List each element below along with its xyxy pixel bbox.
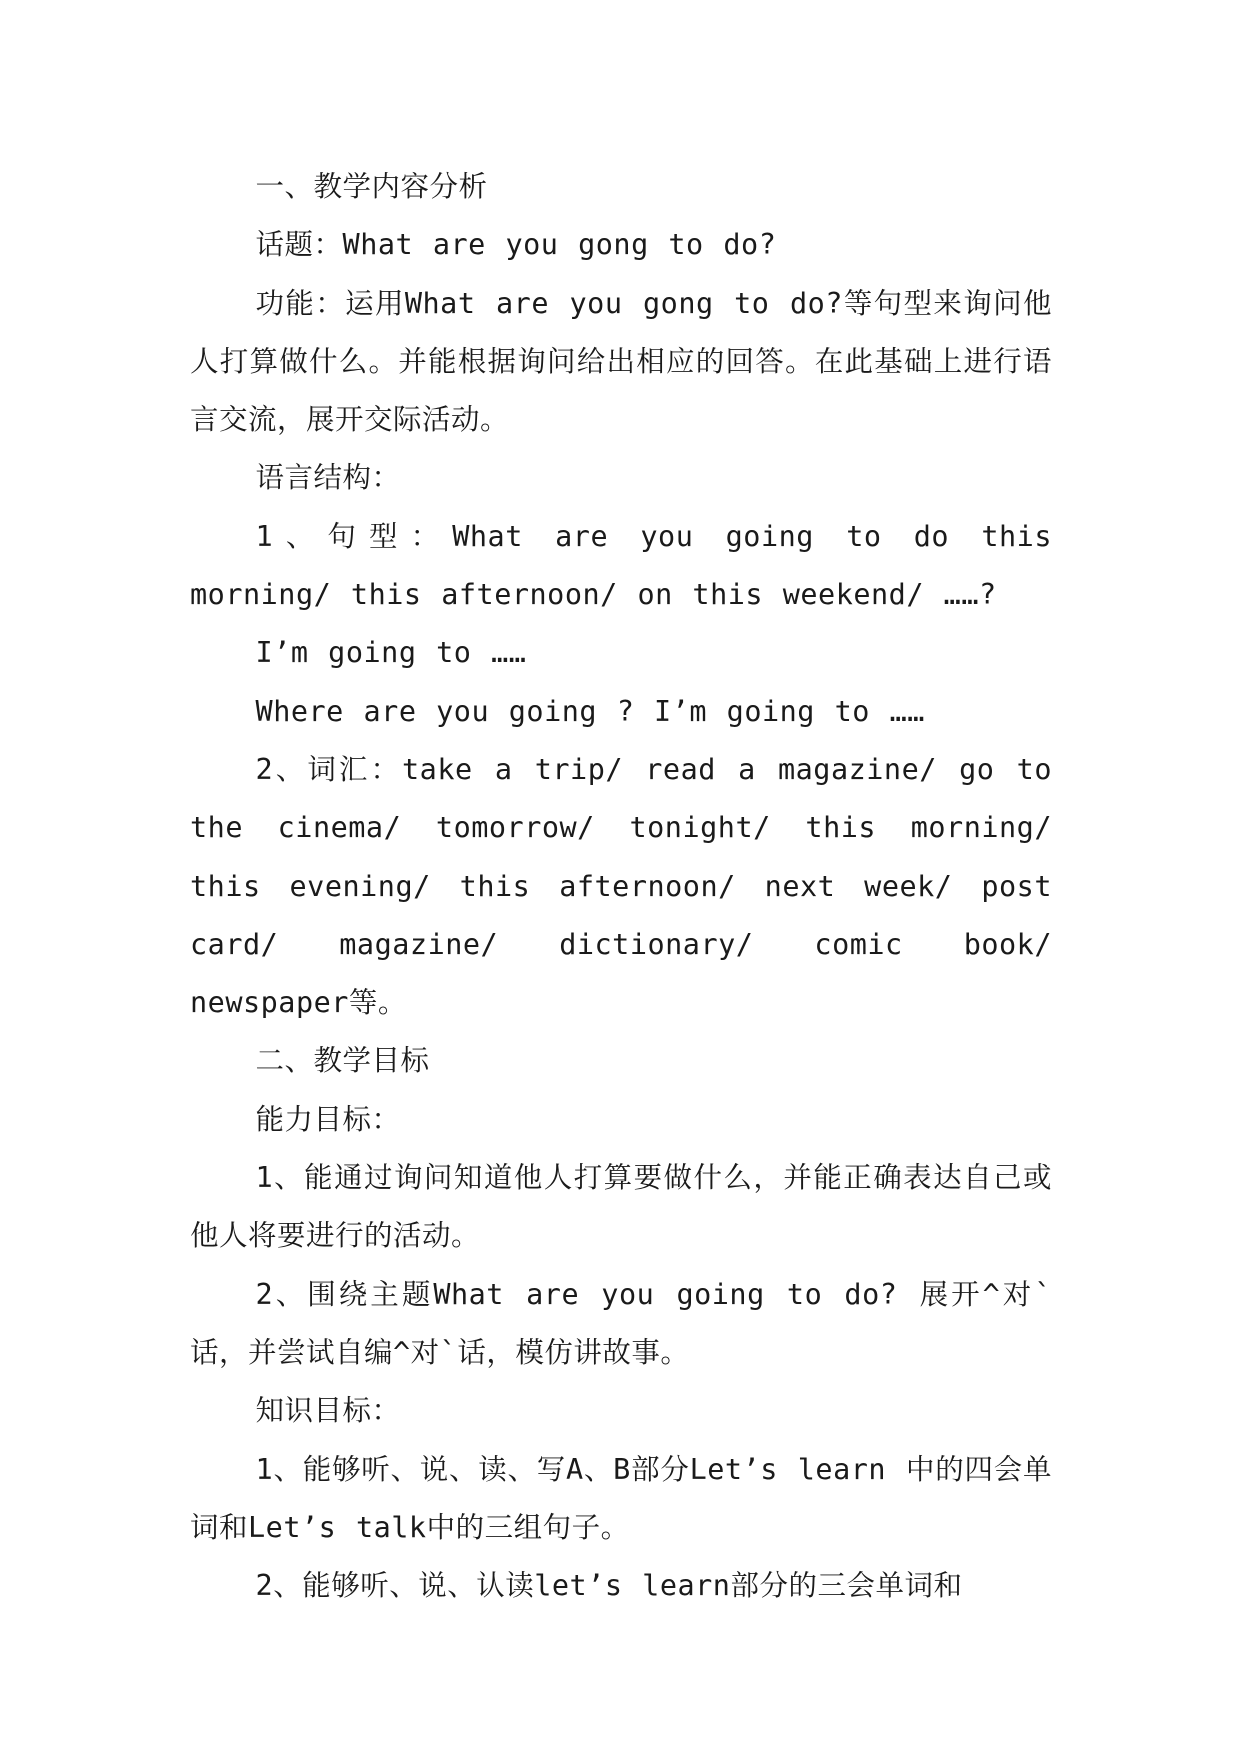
section-heading-content-analysis: 一、教学内容分析 [255,170,488,203]
paragraph-example-going-to: I’m going to …… [255,636,527,670]
paragraph-knowledge-goals: 知识目标： [255,1394,401,1428]
paragraph-ability-goals: 能力目标： [255,1102,401,1136]
paragraph-function: 功能：运用What are you gong to do?等句型来询问他人打算做什么。并能根据询问给出相应的回答。在此基础上进行语言交流，展开交际活动。 [190,286,1052,437]
paragraph-example-where: Where are you going ? I’m going to …… [255,694,925,728]
paragraph-ability-goal-1: 1、能通过询问知道他人打算要做什么，并能正确表达自己或他人将要进行的活动。 [190,1161,1052,1253]
paragraph-language-structure: 语言结构： [255,461,401,495]
paragraph-vocabulary: 2、词汇：take a trip/ read a magazine/ go to the cinema/ tomorrow/ tonight/ this morning/ this evening/ this afternoon/ next week/ post card/ magazine/ dictionary/ comic book/ newspaper等。 [190,752,1052,1020]
section-heading-teaching-goals: 二、教学目标 [255,1044,430,1078]
paragraph-topic: 话题：What are you gong to do? [255,228,777,262]
paragraph-knowledge-goal-1: 1、能够听、说、读、写A、B部分Let’s learn 中的四会单词和Let’s talk中的三组句子。 [190,1452,1052,1544]
paragraph-knowledge-goal-2: 2、能够听、说、认读let’s learn部分的三会单词和 [255,1569,963,1603]
paragraph-sentence-patterns: 1、句型：What are you going to do this morning/ this afternoon/ on this weekend/ ……? [190,519,1052,612]
paragraph-ability-goal-2: 2、围绕主题What are you going to do? 展开^对`话，并尝试自编^对`话，模仿讲故事。 [190,1277,1052,1369]
document-body [190,158,1052,1615]
